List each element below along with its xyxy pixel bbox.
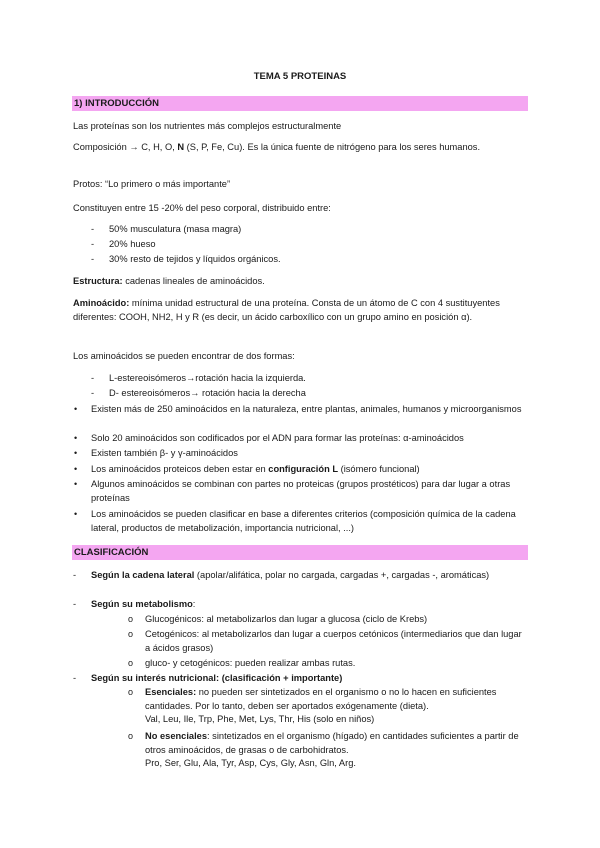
bullet-item-250: Existen más de 250 aminoácidos en la naturaleza, entre plantas, animales, humanos y microorganismos	[91, 404, 522, 414]
bullet-item-configuracion: Los aminoácidos proteicos deben estar en configuración L (isómero funcional)	[91, 464, 420, 474]
circle-bullet-icon: o	[128, 731, 134, 741]
list-dash: -	[91, 254, 95, 264]
bullet-icon: •	[74, 509, 78, 519]
paragraph-proteinas: Las proteínas son los nutrientes más complejos estructuralmente	[73, 121, 342, 131]
list-dash: -	[91, 239, 95, 249]
criterion-interes-nutricional: Según su interés nutricional: (clasificación + importante)	[91, 673, 343, 683]
circle-bullet-icon: o	[128, 629, 134, 639]
paragraph-protos: Protos: “Lo primero o más importante”	[73, 179, 231, 189]
circle-bullet-icon: o	[128, 614, 134, 624]
list-item-resto: 30% resto de tejidos y líquidos orgánicos.	[109, 254, 281, 264]
list-dash: -	[73, 673, 77, 683]
list-item-d-estereoisomeros: D- estereoisómeros→ rotación hacia la derecha	[109, 388, 306, 398]
sub-item-gluco-cetogenicos: gluco- y cetogénicos: pueden realizar ambas rutas.	[145, 658, 356, 668]
list-dash: -	[73, 570, 77, 580]
list-item-musculatura: 50% musculatura (masa magra)	[109, 224, 242, 234]
bullet-icon: •	[74, 479, 78, 489]
bullet-item-20: Solo 20 aminoácidos son codificados por el ADN para formar las proteínas: α-aminoácidos	[91, 433, 464, 443]
sub-item-no-esenciales: No esenciales: sintetizados en el organismo (hígado) en cantidades suficientes a partir de otros aminoácidos, de grasas o de carbohidratos. Pro, Ser, Glu, Ala, Tyr, Asp, Cys, Gly, Asn, Gln, Arg.	[145, 731, 519, 769]
criterion-metabolismo: Según su metabolismo:	[91, 599, 196, 609]
section-heading-clasificacion: CLASIFICACIÓN	[72, 545, 528, 560]
paragraph-aminoacido: Aminoácido: mínima unidad estructural de una proteína. Consta de un átomo de C con 4 sustituyentes diferentes: COOH, NH2, H y R (es decir, un ácido carboxílico con un grupo amino en posición α).	[73, 298, 500, 322]
esenciales-list: Val, Leu, Ile, Trp, Phe, Met, Lys, Thr, His (solo en niños)	[145, 714, 375, 725]
bullet-item-clasificar: Los aminoácidos se pueden clasificar en base a diferentes criterios (composición química de la cadena lateral, productos de metabolización, importancia nutricional, ...)	[91, 509, 516, 533]
document-title: TEMA 5 PROTEINAS	[253, 71, 347, 82]
bullet-item-beta-gamma: Existen también β- y γ-aminoácidos	[91, 448, 238, 458]
bullet-icon: •	[74, 404, 78, 414]
sub-item-esenciales: Esenciales: no pueden ser sintetizados en el organismo o no lo hacen en suficientes cantidades. Por lo tanto, deben ser aportados exógenamente (dieta). Val, Leu, Ile, Trp, Phe, Met, Lys, Thr, His (solo en niños)	[145, 687, 497, 725]
list-dash: -	[91, 373, 95, 383]
list-dash: -	[73, 599, 77, 609]
bullet-icon: •	[74, 464, 78, 474]
section-heading-introduccion: 1) INTRODUCCIÓN	[72, 96, 528, 111]
no-esenciales-list: Pro, Ser, Glu, Ala, Tyr, Asp, Cys, Gly, Asn, Gln, Arg.	[145, 758, 356, 769]
list-dash: -	[91, 388, 95, 398]
bullet-icon: •	[74, 433, 78, 443]
paragraph-estructura: Estructura: cadenas lineales de aminoácidos.	[73, 276, 265, 286]
paragraph-composicion: Composición → C, H, O, N (S, P, Fe, Cu). Es la única fuente de nitrógeno para los seres humanos.	[73, 142, 481, 152]
criterion-cadena-lateral: Según la cadena lateral (apolar/alifática, polar no cargada, cargadas +, cargadas -, aromáticas)	[91, 570, 490, 580]
circle-bullet-icon: o	[128, 658, 134, 668]
bullet-item-prosteticos: Algunos aminoácidos se combinan con partes no proteicas (grupos prostéticos) para dar lugar a otras proteínas	[91, 479, 511, 503]
list-item-hueso: 20% hueso	[109, 239, 156, 249]
list-dash: -	[91, 224, 95, 234]
sub-item-glucogenicos: Glucogénicos: al metabolizarlos dan lugar a glucosa (ciclo de Krebs)	[145, 614, 428, 624]
list-item-l-estereoisomeros: L-estereoisómeros→rotación hacia la izquierda.	[109, 373, 306, 383]
circle-bullet-icon: o	[128, 687, 134, 697]
sub-item-cetogenicos: Cetogénicos: al metabolizarlos dan lugar a cuerpos cetónicos (intermediarios que dan lugar a ácidos grasos)	[145, 629, 522, 653]
paragraph-constituyen: Constituyen entre 15 -20% del peso corporal, distribuido entre:	[73, 203, 331, 213]
bullet-icon: •	[74, 448, 78, 458]
paragraph-formas: Los aminoácidos se pueden encontrar de dos formas:	[73, 351, 295, 361]
